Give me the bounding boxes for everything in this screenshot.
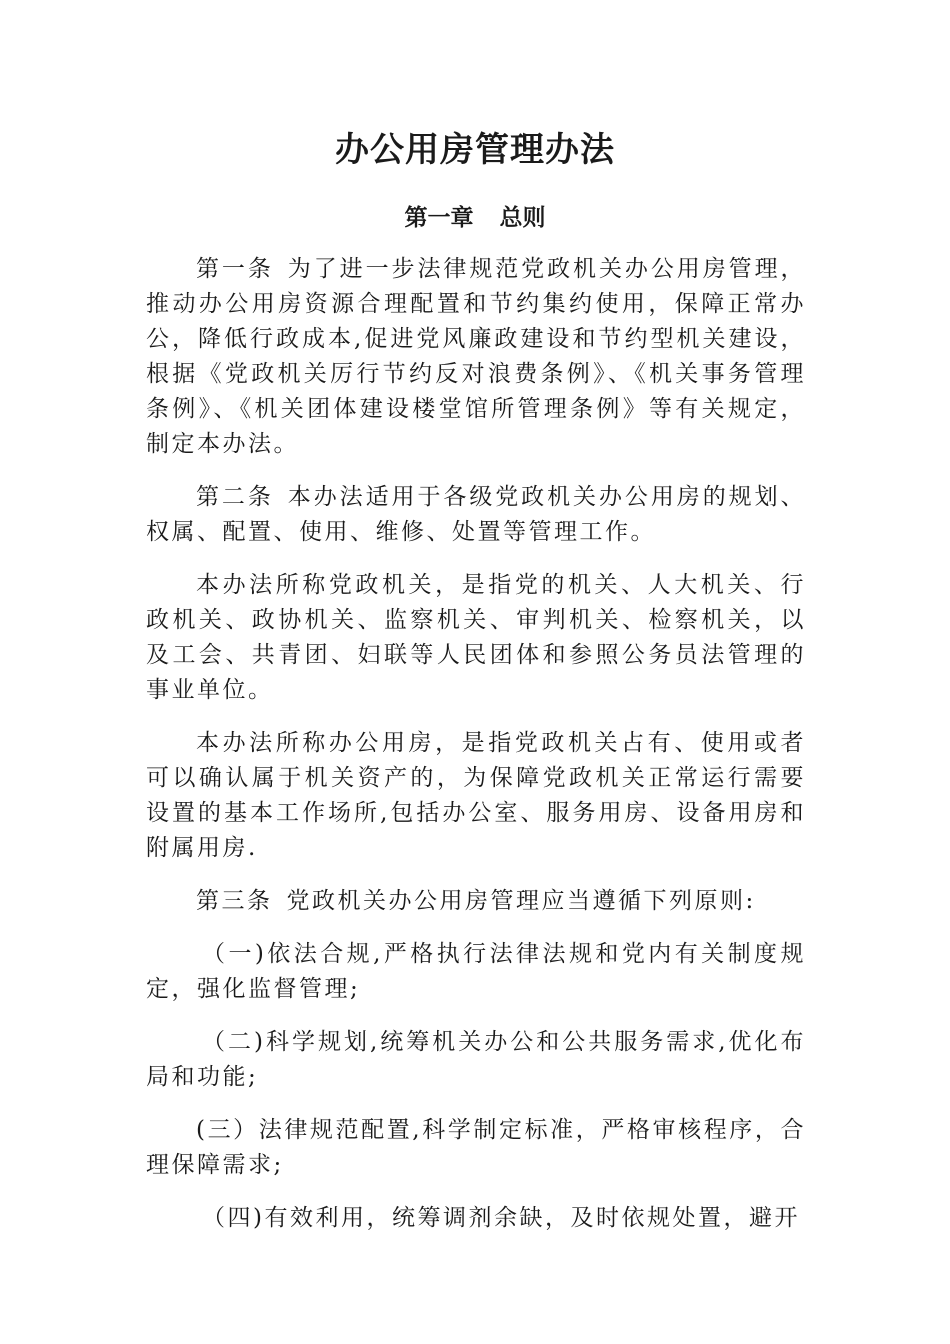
paragraph-article-1 [146, 252, 806, 462]
chapter-heading [0, 198, 950, 238]
principle-item-2 [146, 1025, 806, 1095]
paragraph-text: 党政机关办公用房管理应当遵循下列原则: [286, 888, 756, 914]
document-body [146, 252, 806, 1254]
article-number: 第二条 [196, 484, 274, 510]
paragraph-scope-office [146, 726, 806, 866]
paragraph-text: 本办法适用于各级党政机关办公用房的规划、权属、配置、使用、维修、处置等管理工作。 [146, 484, 807, 545]
paragraph-text: (三）法律规范配置,科学制定标准，严格审核程序，合理保障需求; [146, 1117, 806, 1178]
principle-item-1 [146, 937, 806, 1007]
paragraph-scope-organs [146, 568, 806, 708]
paragraph-article-2 [146, 480, 806, 550]
principle-item-4 [146, 1201, 806, 1236]
paragraph-article-3 [146, 884, 806, 919]
document-title: 办公用房管理办法 [335, 130, 615, 170]
chapter-number: 第一章 [404, 205, 474, 231]
paragraph-text: （二)科学规划,统筹机关办公和公共服务需求,优化布局和功能; [146, 1029, 806, 1090]
principle-item-3 [146, 1113, 806, 1183]
chapter-name: 总则 [499, 205, 546, 231]
paragraph-text: （一)依法合规,严格执行法律法规和党内有关制度规定，强化监督管理; [146, 941, 806, 1002]
paragraph-text: 本办法所称办公用房，是指党政机关占有、使用或者可以确认属于机关资产的，为保障党政机关正常运行需要设置的基本工作场所,包括办公室、服务用房、设备用房和附属用房. [146, 730, 806, 861]
article-number: 第一条 [196, 256, 274, 282]
article-number: 第三条 [196, 888, 273, 914]
paragraph-text: 为了进一步法律规范党政机关办公用房管理，推动办公用房资源合理配置和节约集约使用，保障正常办公，降低行政成本,促进党风廉政建设和节约型机关建设，根据《党政机关厉行节约反对浪费条例》、《机关事务管理条例》、《机关团体建设楼堂馆所管理条例》等有关规定，制定本办法。 [146, 256, 807, 457]
paragraph-text: （四)有效利用，统筹调剂余缺，及时依规处置，避开 [202, 1205, 800, 1231]
paragraph-text: 本办法所称党政机关，是指党的机关、人大机关、行政机关、政协机关、监察机关、审判机关、检察机关，以及工会、共青团、妇联等人民团体和参照公务员法管理的事业单位。 [146, 572, 806, 703]
